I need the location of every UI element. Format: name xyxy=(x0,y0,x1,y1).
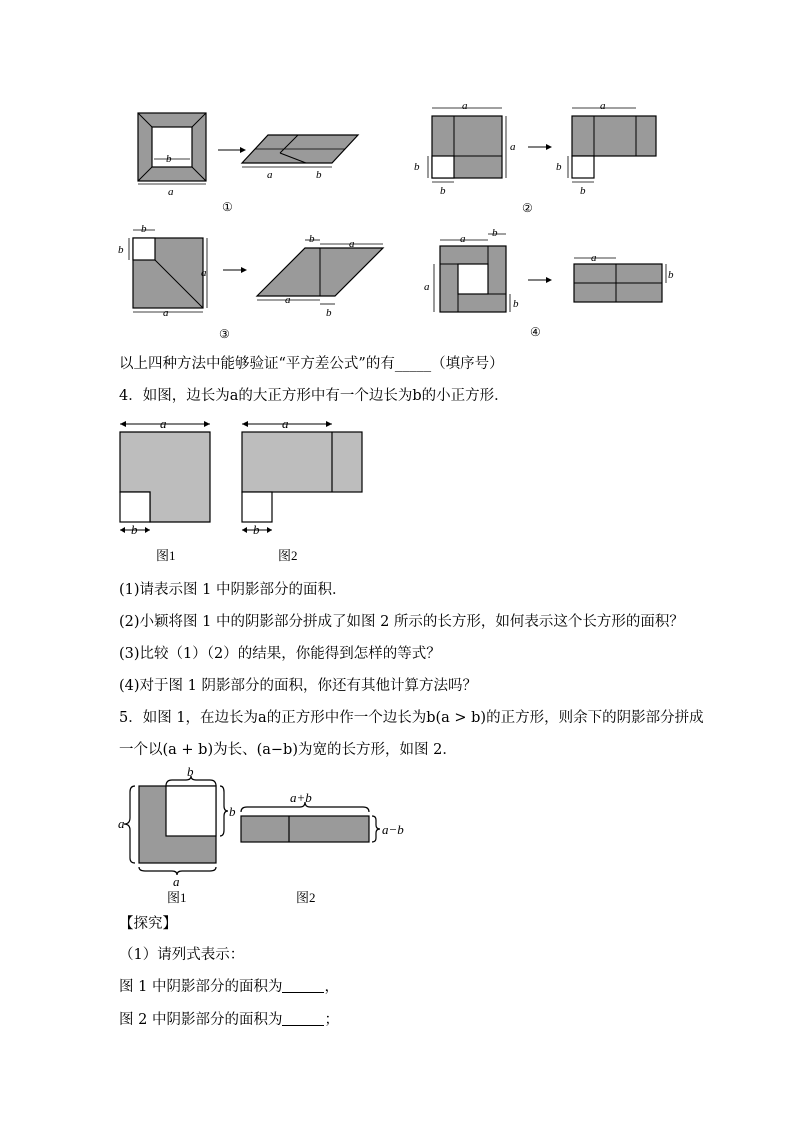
svg-text:b: b xyxy=(229,804,236,819)
answer-blank-1[interactable] xyxy=(282,978,324,993)
svg-text:b: b xyxy=(668,269,674,281)
svg-text:a: a xyxy=(462,100,468,112)
fill1-suffix: ， xyxy=(324,979,339,995)
svg-text:a: a xyxy=(600,100,606,112)
svg-text:b: b xyxy=(141,223,147,235)
svg-text:a: a xyxy=(173,874,180,889)
q4-part1: (1)请表示图 1 中阴影部分的面积． xyxy=(119,582,347,598)
svg-text:b: b xyxy=(131,522,138,537)
q5-fig2-caption: 图2 xyxy=(296,890,316,905)
svg-text:a: a xyxy=(349,238,355,250)
svg-text:a: a xyxy=(424,281,430,293)
svg-text:a: a xyxy=(285,294,291,306)
q5-line2: 一个以(a + b)为长、(a−b)为宽的长方形，如图 2． xyxy=(119,742,457,758)
figure-4-ring xyxy=(420,222,690,342)
q4-part3: (3)比较（1）（2）的结果，你能得到怎样的等式？ xyxy=(119,646,441,662)
answer-blank-2[interactable] xyxy=(282,1011,324,1026)
svg-text:a: a xyxy=(267,169,273,181)
svg-text:a−b: a−b xyxy=(382,822,404,837)
svg-text:b: b xyxy=(556,161,562,173)
q5-fill2 xyxy=(119,1010,339,1030)
svg-text:a: a xyxy=(201,267,207,279)
svg-text:b: b xyxy=(492,227,498,239)
svg-text:a: a xyxy=(591,252,597,264)
q4-intro: 4．如图，边长为a的大正方形中有一个边长为b的小正方形． xyxy=(119,388,509,404)
fill2-prefix: 图 2 中阴影部分的面积为 xyxy=(119,1012,283,1028)
svg-text:b: b xyxy=(166,153,172,165)
fill1-prefix: 图 1 中阴影部分的面积为 xyxy=(119,979,283,995)
figure-3-label: ③ xyxy=(219,327,230,341)
svg-text:a: a xyxy=(168,186,174,198)
svg-text:a: a xyxy=(510,141,516,153)
svg-text:a+b: a+b xyxy=(290,790,312,805)
svg-text:a: a xyxy=(160,416,167,431)
figure-2-rearrange xyxy=(410,100,680,220)
q5-figures xyxy=(112,762,412,910)
svg-text:b: b xyxy=(316,169,322,181)
svg-text:b: b xyxy=(187,764,194,779)
fill2-suffix: ； xyxy=(324,1012,339,1028)
svg-text:b: b xyxy=(513,298,519,310)
q5-line1: 5．如图 1，在边长为a的正方形中作一个边长为b(a > b)的正方形，则余下的阴影部分拼成 xyxy=(119,710,704,726)
svg-text:b: b xyxy=(440,185,446,197)
svg-text:a: a xyxy=(282,416,289,431)
svg-text:b: b xyxy=(253,522,260,537)
svg-text:b: b xyxy=(414,161,420,173)
svg-text:b: b xyxy=(118,244,124,256)
q5-fig1-caption: 图1 xyxy=(167,890,187,905)
svg-text:a: a xyxy=(118,816,125,831)
figure-1-label: ① xyxy=(222,200,233,214)
q4-part4: (4)对于图 1 阴影部分的面积，你还有其他计算方法吗？ xyxy=(119,678,477,694)
q4-fig1-caption: 图1 xyxy=(156,548,176,563)
svg-text:b: b xyxy=(309,233,315,245)
svg-text:a: a xyxy=(163,307,169,319)
svg-text:b: b xyxy=(580,185,586,197)
figure-2-label: ② xyxy=(522,201,533,215)
svg-text:a: a xyxy=(460,233,466,245)
figure-3-triangle xyxy=(115,222,395,342)
q3-answer-line: 以上四种方法中能够验证“平方差公式”的有_____（填序号） xyxy=(119,356,504,372)
q4-fig2-caption: 图2 xyxy=(278,548,298,563)
svg-text:b: b xyxy=(326,307,332,319)
q4-figures xyxy=(112,412,392,572)
figure-4-label: ④ xyxy=(530,325,541,339)
q5-explore-1: （1）请列式表示： xyxy=(119,947,245,963)
figure-1-frame xyxy=(130,105,360,215)
q4-part2: (2)小颖将图 1 中的阴影部分拼成了如图 2 所示的长方形，如何表示这个长方形的面积？ xyxy=(119,614,684,630)
q5-explore-heading: 【探究】 xyxy=(119,916,177,932)
q5-fill1 xyxy=(119,977,339,997)
